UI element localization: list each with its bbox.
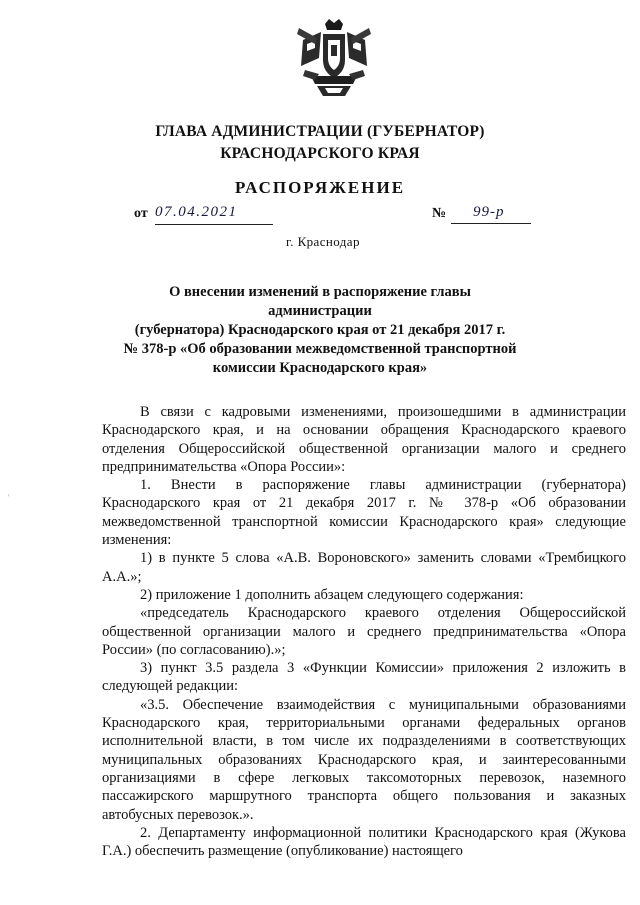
- subject-line: (губернатора) Краснодарского края от 21 декабря 2017 г.: [134, 322, 506, 338]
- coat-of-arms-emblem: [295, 18, 373, 102]
- date-prefix: от: [134, 206, 148, 221]
- issuer-title-line2: КРАСНОДАРСКОГО КРАЯ: [220, 145, 420, 162]
- city-label: г. Краснодар: [286, 234, 360, 249]
- margin-mark: ': [8, 493, 10, 502]
- number-prefix: №: [432, 206, 447, 221]
- body-paragraph: 1) в пункте 5 слова «А.В. Вороновского» заменить словами «Трембицкого А.А.»;: [102, 550, 626, 585]
- body-paragraph: 2. Департаменту информационной политики Краснодарского края (Жукова Г.А.) обеспечить размещение (опубликование) настоящего: [102, 824, 626, 860]
- body-paragraph: 3) пункт 3.5 раздела 3 «Функции Комиссии» приложения 2 изложить в следующей редакции:: [102, 660, 626, 695]
- body-paragraph: «3.5. Обеспечение взаимодействия с муниципальными образованиями Краснодарского края, территориальными органами федеральных органов исполнительной власти, в том числе их подразделениями в соответствующих муниципальных образованиях Краснодарского края, и заинтересованными организациями в сфере легковых таксомоторных перевозок, наземного пассажирского маршрутного транспорта общего пользования и заказных автобусных перевозок.».: [102, 696, 626, 823]
- body-paragraph: 1. Внести в распоряжение главы администрации (губернатора) Краснодарского края от 21 декабря 2017 г. № 378-р «Об образовании межведомственной транспортной комиссии Краснодарского края» следующие изменения:: [102, 477, 626, 549]
- number-value: 99-р: [451, 204, 531, 224]
- body-paragraph: В связи с кадровыми изменениями, произошедшими в администрации Краснодарского края, и на основании обращения Краснодарского краевого отделения Общероссийской общественной организации малого и среднего предпринимательства «Опора России»:: [102, 404, 626, 475]
- document-body: [102, 403, 626, 860]
- issuer-title-line1: ГЛАВА АДМИНИСТРАЦИИ (ГУБЕРНАТОР): [155, 123, 485, 140]
- document-subject: [120, 283, 520, 378]
- subject-line: № 378-р «Об образовании межведомственной транспортной: [123, 341, 517, 357]
- date-value: 07.04.2021: [155, 204, 273, 225]
- subject-line: комиссии Краснодарского края»: [212, 360, 428, 376]
- subject-line: О внесении изменений в распоряжение главы администрации: [169, 284, 471, 319]
- body-paragraph: 2) приложение 1 дополнить абзацем следующего содержания:: [140, 586, 524, 603]
- document-type: РАСПОРЯЖЕНИЕ: [234, 178, 406, 197]
- body-paragraph: «председатель Краснодарского краевого отделения Общероссийской общественной организации малого и среднего предпринимательства «Опора России» (по согласованию).»;: [102, 605, 626, 658]
